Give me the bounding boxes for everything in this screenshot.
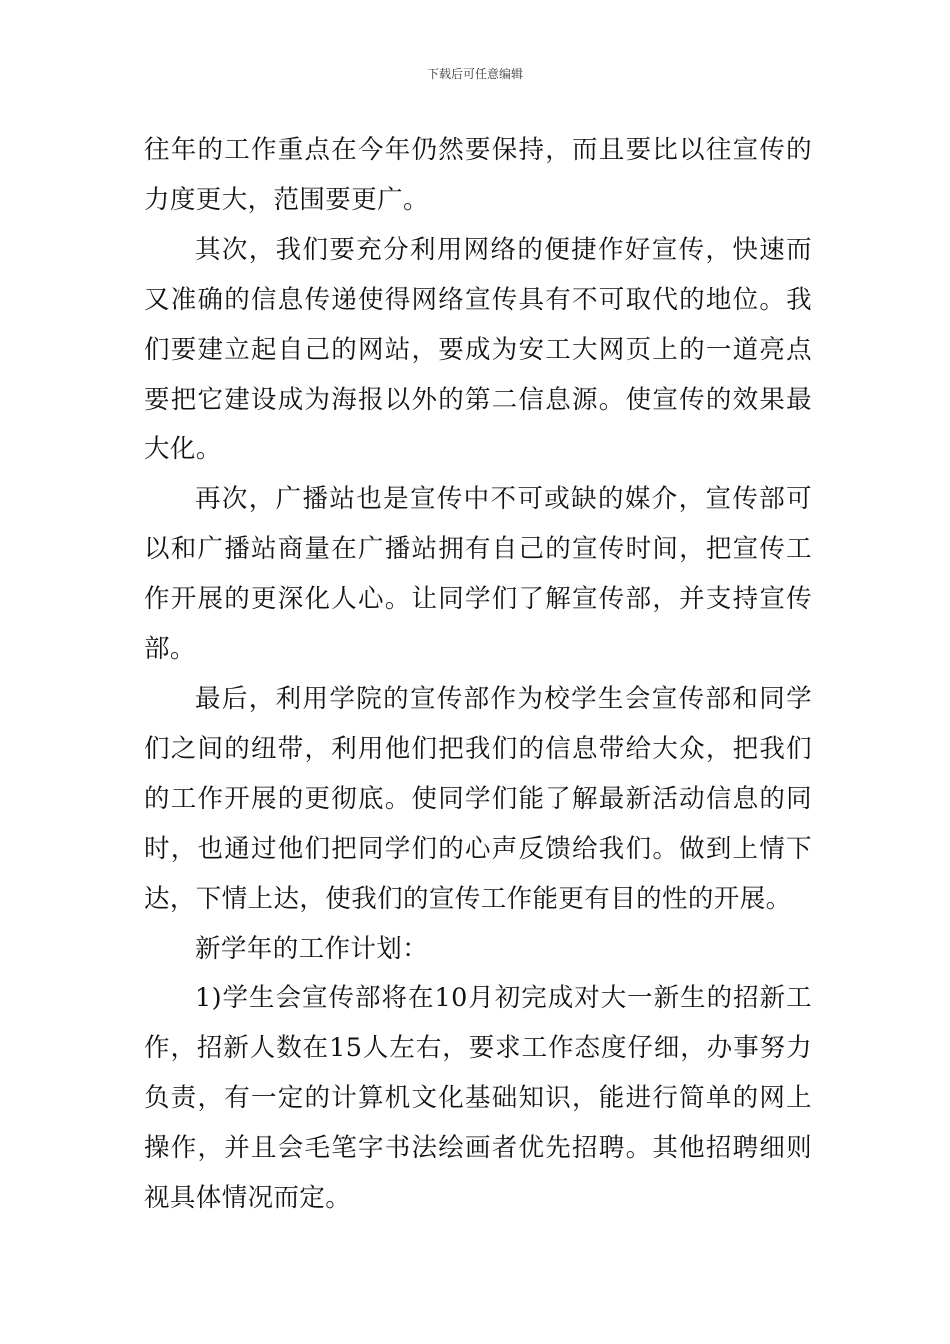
page-header: 下载后可任意编辑	[426, 67, 523, 81]
paragraph-5: 新学年的工作计划：	[195, 933, 429, 964]
paragraph-1: 往年的工作重点在今年仍然要保持，而且要比以往宣传的力度更大，范围要更广。	[144, 135, 812, 215]
paragraph-4: 最后，利用学院的宣传部作为校学生会宣传部和同学们之间的纽带，利用他们把我们的信息带给大众，把我们的工作开展的更彻底。使同学们能了解最新活动信息的同时，也通过他们把同学们的心声反馈给我们。做到上情下达，下情上达，使我们的宣传工作能更有目的性的开展。	[144, 683, 812, 914]
paragraph-2: 其次，我们要充分利用网络的便捷作好宣传，快速而又准确的信息传递使得网络宣传具有不可取代的地位。我们要建立起自己的网站，要成为安工大网页上的一道亮点要把它建设成为海报以外的第二信息源。使宣传的效果最大化。	[144, 234, 812, 465]
paragraph-6: 1)学生会宣传部将在10月初完成对大一新生的招新工作，招新人数在15人左右，要求工作态度仔细，办事努力负责，有一定的计算机文化基础知识，能进行简单的网上操作，并且会毛笔字书法绘画者优先招聘。其他招聘细则视具体情况而定。	[144, 983, 812, 1214]
document-body	[144, 126, 812, 1224]
paragraph-3: 再次，广播站也是宣传中不可或缺的媒介，宣传部可以和广播站商量在广播站拥有自己的宣传时间，把宣传工作开展的更深化人心。让同学们了解宣传部，并支持宣传部。	[144, 484, 812, 665]
